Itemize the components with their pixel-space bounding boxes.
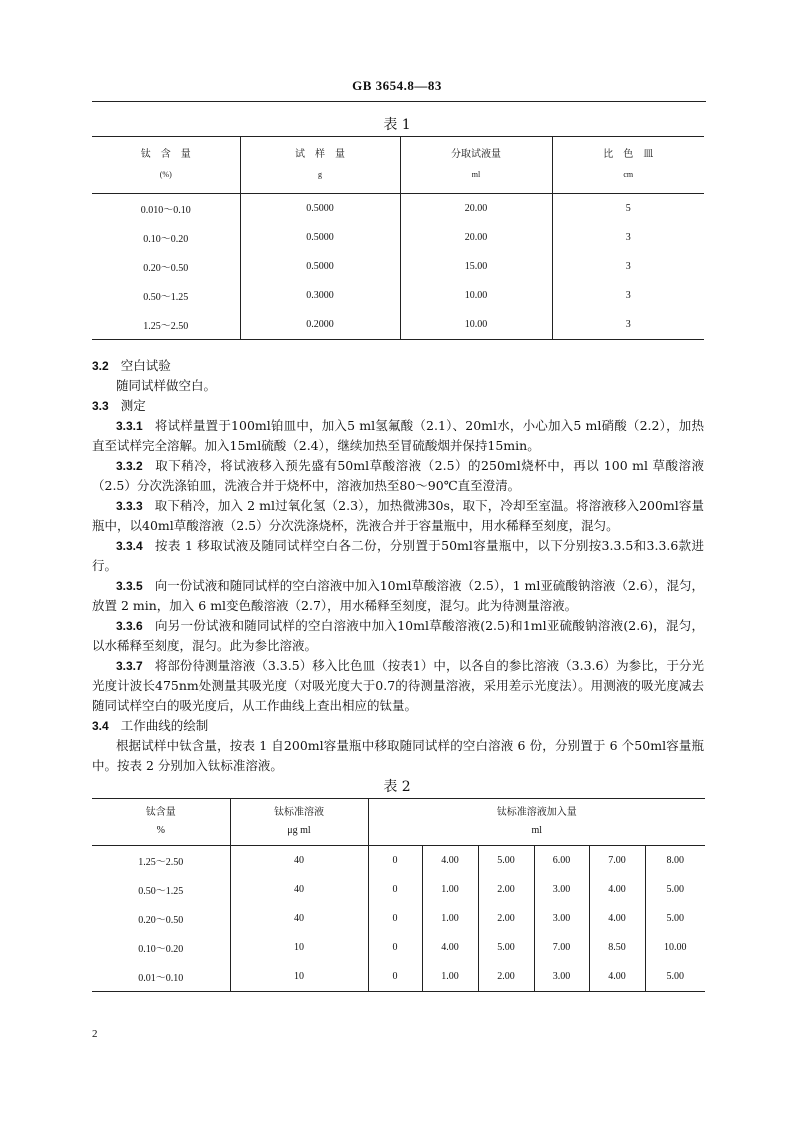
table-cell: 0.50～1.25 bbox=[138, 886, 184, 897]
table-row bbox=[92, 904, 705, 933]
section-3-2 bbox=[92, 356, 704, 416]
table2 bbox=[92, 798, 705, 992]
table-row bbox=[92, 846, 705, 876]
table-row bbox=[92, 252, 704, 281]
table-cell: 10.00 bbox=[400, 281, 552, 310]
section-number: 3.3 bbox=[92, 399, 109, 413]
table-cell: 10.00 bbox=[645, 933, 705, 962]
table1-header-row bbox=[92, 137, 704, 194]
table-cell: 7.00 bbox=[534, 933, 589, 962]
table-cell: 0.5000 bbox=[240, 194, 400, 224]
paragraph-3-3-5: 3.3.5 向一份试液和随同试样的空白溶液中加入10ml草酸溶液（2.5），1 ml亚硫酸钠溶液（2.6），混匀，放置 2 min，加入 6 ml变色酸溶液（2.7），用水稀释至刻度，混匀。此为待测量溶液。 bbox=[92, 578, 704, 613]
table-cell: 20.00 bbox=[400, 194, 552, 224]
header-rule bbox=[92, 101, 706, 102]
table-cell: 5.00 bbox=[645, 962, 705, 992]
table-cell: 2.00 bbox=[478, 904, 534, 933]
table-cell: 20.00 bbox=[400, 223, 552, 252]
table-cell: 4.00 bbox=[589, 875, 645, 904]
table2-col-amount: 钛标准溶液加入量 ml bbox=[368, 799, 705, 846]
table1-col-sample: 试 样 量 g bbox=[240, 137, 400, 194]
section-3-4-heading: 3.4 工作曲线的绘制 bbox=[92, 718, 209, 733]
table-cell: 0.2000 bbox=[240, 310, 400, 340]
table-cell: 1.25～2.50 bbox=[138, 857, 184, 868]
table-row bbox=[92, 875, 705, 904]
paragraph-3-4: 根据试样中钛含量，按表 1 自200ml容量瓶中移取随同试样的空白溶液 6 份，分别置于 6 个50ml容量瓶中。按表 2 分别加入钛标准溶液。 bbox=[92, 738, 704, 773]
paragraph-3-3-6: 3.3.6 向另一份试液和随同试样的空白溶液中加入10ml草酸溶液(2.5)和1ml亚硫酸钠溶液(2.6)，混匀，以水稀释至刻度，混匀。此为参比溶液。 bbox=[92, 618, 704, 653]
table-row bbox=[92, 933, 705, 962]
table-cell: 0.01～0.10 bbox=[138, 973, 184, 984]
table-cell: 40 bbox=[230, 904, 368, 933]
table-row bbox=[92, 194, 704, 224]
table-cell: 3 bbox=[552, 252, 704, 281]
table2-col-titanium: 钛含量 % bbox=[92, 799, 230, 846]
table-row bbox=[92, 962, 705, 992]
table-cell: 40 bbox=[230, 846, 368, 876]
table-cell: 7.00 bbox=[589, 846, 645, 876]
table2-col-std-solution: 钛标准溶液 μg ml bbox=[230, 799, 368, 846]
table1-col-cuvette: 比 色 皿 cm bbox=[552, 137, 704, 194]
table-row bbox=[92, 310, 704, 340]
table-cell: 0.010～0.10 bbox=[140, 205, 191, 216]
table-cell: 5.00 bbox=[645, 875, 705, 904]
table2-header-row bbox=[92, 799, 705, 846]
table-cell: 0.5000 bbox=[240, 223, 400, 252]
table1-caption: 表 1 bbox=[383, 117, 411, 133]
table-cell: 8.00 bbox=[645, 846, 705, 876]
table-cell: 3.00 bbox=[534, 875, 589, 904]
table-cell: 0 bbox=[368, 846, 422, 876]
table-cell: 0.10～0.20 bbox=[138, 944, 184, 955]
table-cell: 4.00 bbox=[422, 846, 478, 876]
page-number: 2 bbox=[92, 1028, 98, 1040]
section-text: 随同试样做空白。 bbox=[116, 378, 217, 393]
paragraph-3-3-7: 3.3.7 将部份待测量溶液（3.3.5）移入比色皿（按表1）中，以各自的参比溶液（3.3.6）为参比，于分光光度计波长475nm处测量其吸光度（对吸光度大于0.7的待测量溶液，采用差示光度法）。用测液的吸光度减去随同试样空白的吸光度后，从工作曲线上查出相应的钛量。 bbox=[92, 658, 704, 713]
table-cell: 3.00 bbox=[534, 904, 589, 933]
table-cell: 5 bbox=[552, 194, 704, 224]
table-cell: 10 bbox=[230, 962, 368, 992]
table1-col-titanium: 钛 含 量 (%) bbox=[92, 137, 240, 194]
table-cell: 1.00 bbox=[422, 904, 478, 933]
table-cell: 1.25～2.50 bbox=[143, 321, 189, 332]
table-cell: 0.20～0.50 bbox=[143, 263, 189, 274]
table-cell: 8.50 bbox=[589, 933, 645, 962]
table-cell: 3 bbox=[552, 310, 704, 340]
table-cell: 6.00 bbox=[534, 846, 589, 876]
table-row bbox=[92, 281, 704, 310]
table-cell: 0 bbox=[368, 933, 422, 962]
table-cell: 10.00 bbox=[400, 310, 552, 340]
section-number: 3.2 bbox=[92, 359, 109, 373]
table-cell: 2.00 bbox=[478, 875, 534, 904]
table-cell: 0.5000 bbox=[240, 252, 400, 281]
table-cell: 0 bbox=[368, 904, 422, 933]
table-cell: 0 bbox=[368, 962, 422, 992]
table-cell: 15.00 bbox=[400, 252, 552, 281]
table1-col-aliquot: 分取试液量 ml bbox=[400, 137, 552, 194]
table-cell: 4.00 bbox=[589, 962, 645, 992]
paragraph-3-3-4: 3.3.4 按表 1 移取试液及随同试样空白各二份，分别置于50ml容量瓶中，以下分别按3.3.5和3.3.6款进行。 bbox=[92, 538, 704, 573]
table-cell: 1.00 bbox=[422, 875, 478, 904]
table-cell: 0.50～1.25 bbox=[143, 292, 189, 303]
section-title: 测定 bbox=[120, 398, 146, 413]
table-cell: 3 bbox=[552, 223, 704, 252]
section-title: 空白试验 bbox=[120, 358, 171, 373]
table-cell: 0.20～0.50 bbox=[138, 915, 184, 926]
table-cell: 5.00 bbox=[478, 933, 534, 962]
standard-code-header: GB 3654.8—83 bbox=[352, 78, 442, 93]
table-row bbox=[92, 223, 704, 252]
table-cell: 5.00 bbox=[478, 846, 534, 876]
table1 bbox=[92, 136, 704, 340]
table2-caption: 表 2 bbox=[383, 779, 411, 795]
table-cell: 10 bbox=[230, 933, 368, 962]
table-cell: 3 bbox=[552, 281, 704, 310]
table-cell: 1.00 bbox=[422, 962, 478, 992]
paragraph-3-3-2: 3.3.2 取下稍冷，将试液移入预先盛有50ml草酸溶液（2.5）的250ml烧杯中，再以 100 ml 草酸溶液（2.5）分次洗涤铂皿，洗液合并于烧杯中，溶液加热至80～90℃直至澄清。 bbox=[92, 458, 704, 493]
paragraph-3-3-1: 3.3.1 将试样量置于100ml铂皿中，加入5 ml氢氟酸（2.1）、20ml水，小心加入5 ml硝酸（2.2），加热直至试样完全溶解。加入15ml硫酸（2.4），继续加热至冒硫酸烟并保持15min。 bbox=[92, 418, 704, 453]
table-cell: 40 bbox=[230, 875, 368, 904]
table-cell: 3.00 bbox=[534, 962, 589, 992]
table-cell: 0.10～0.20 bbox=[143, 234, 189, 245]
table-cell: 4.00 bbox=[589, 904, 645, 933]
section-3-3-body bbox=[92, 416, 704, 776]
table-cell: 4.00 bbox=[422, 933, 478, 962]
table-cell: 2.00 bbox=[478, 962, 534, 992]
table-cell: 5.00 bbox=[645, 904, 705, 933]
paragraph-3-3-3: 3.3.3 取下稍冷，加入 2 ml过氧化氢（2.3），加热微沸30s，取下，冷却至室温。将溶液移入200ml容量瓶中，以40ml草酸溶液（2.5）分次洗涤烧杯，洗液合并于容量瓶中，用水稀释至刻度，混匀。 bbox=[92, 498, 704, 533]
table-cell: 0.3000 bbox=[240, 281, 400, 310]
table-cell: 0 bbox=[368, 875, 422, 904]
